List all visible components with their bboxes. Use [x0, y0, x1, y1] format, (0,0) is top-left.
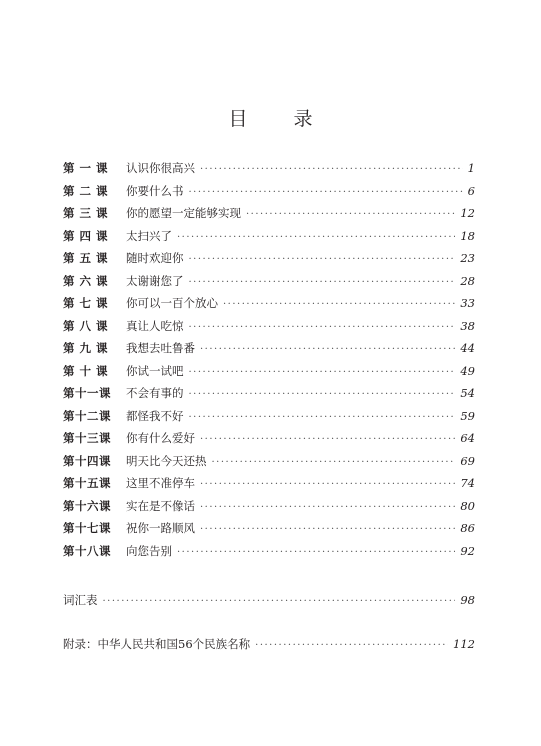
toc-entry[interactable] — [63, 295, 475, 318]
dot-leader — [189, 187, 463, 198]
lesson-title: 真让人吃惊 — [126, 318, 184, 333]
dot-leader — [177, 232, 455, 243]
lesson-number: 第 八 课 — [63, 318, 109, 333]
lesson-page-number: 33 — [460, 296, 475, 310]
dot-leader — [200, 502, 455, 513]
toc-entry[interactable] — [63, 250, 475, 273]
lesson-number: 第十三课 — [63, 431, 111, 445]
dot-leader — [255, 640, 448, 651]
dot-leader — [200, 479, 455, 490]
lesson-page-number: 69 — [460, 453, 475, 468]
lesson-page-number: 80 — [460, 498, 475, 513]
lesson-number: 第 三 课 — [63, 206, 109, 220]
lesson-page-number: 1 — [467, 161, 475, 175]
dot-leader — [246, 209, 455, 220]
lesson-title: 明天比今天还热 — [126, 453, 207, 468]
lesson-page-number: 38 — [460, 318, 475, 333]
lesson-number: 第 六 课 — [63, 273, 109, 288]
vocabulary-title: 词汇表 — [63, 593, 98, 607]
toc-entry[interactable] — [63, 475, 475, 498]
lesson-page-number: 54 — [460, 386, 475, 400]
toc-entry-vocabulary[interactable] — [63, 592, 475, 615]
lesson-number: 第 一 课 — [63, 161, 109, 175]
lesson-page-number: 6 — [467, 183, 475, 198]
lesson-title: 向您告别 — [126, 543, 172, 558]
lesson-title: 不会有事的 — [126, 386, 184, 400]
toc-entry[interactable] — [63, 340, 475, 363]
dot-leader — [200, 164, 463, 175]
dot-leader — [177, 547, 455, 558]
lesson-title: 太谢谢您了 — [126, 273, 184, 288]
lesson-page-number: 44 — [460, 341, 475, 355]
dot-leader — [200, 524, 455, 535]
lesson-title: 随时欢迎你 — [126, 251, 184, 265]
lesson-number: 第十二课 — [63, 408, 111, 423]
toc-entry[interactable] — [63, 430, 475, 453]
lesson-number: 第十一课 — [63, 386, 111, 400]
toc-entry[interactable] — [63, 408, 475, 431]
toc-entry[interactable] — [63, 498, 475, 521]
lesson-page-number: 18 — [460, 228, 475, 243]
lesson-page-number: 49 — [460, 363, 475, 378]
dot-leader — [223, 299, 455, 310]
toc-entry[interactable] — [63, 273, 475, 296]
lesson-page-number: 74 — [460, 476, 475, 490]
lesson-title: 你要什么书 — [126, 183, 184, 198]
lesson-number: 第十五课 — [63, 476, 111, 490]
lesson-page-number: 23 — [460, 251, 475, 265]
toc-entry-appendix[interactable] — [63, 636, 475, 659]
toc-entry[interactable] — [63, 228, 475, 251]
lesson-title: 祝你一路顺风 — [126, 521, 195, 535]
lesson-title: 你可以一百个放心 — [126, 296, 218, 310]
appendix-page-number: 112 — [453, 637, 475, 651]
lesson-number: 第 二 课 — [63, 183, 109, 198]
lesson-page-number: 12 — [460, 206, 475, 220]
lesson-number: 第 七 课 — [63, 296, 109, 310]
toc-entry[interactable] — [63, 318, 475, 341]
lesson-page-number: 64 — [460, 431, 475, 445]
dot-leader — [189, 254, 456, 265]
dot-leader — [189, 412, 456, 423]
page-title: 目 录 — [228, 108, 333, 130]
toc-entry[interactable] — [63, 183, 475, 206]
vocabulary-page-number: 98 — [460, 593, 475, 607]
lesson-title: 你试一试吧 — [126, 363, 184, 378]
lesson-page-number: 59 — [460, 408, 475, 423]
lesson-page-number: 92 — [460, 543, 475, 558]
lesson-number: 第十八课 — [63, 543, 111, 558]
lesson-number: 第 十 课 — [63, 363, 109, 378]
lesson-number: 第 五 课 — [63, 251, 109, 265]
dot-leader — [200, 434, 455, 445]
appendix-title: 附录：中华人民共和国56个民族名称 — [63, 637, 251, 651]
toc-entry[interactable] — [63, 160, 475, 183]
toc-entry[interactable] — [63, 453, 475, 476]
dot-leader — [189, 322, 456, 333]
toc-entry[interactable] — [63, 520, 475, 543]
lesson-page-number: 86 — [460, 521, 475, 535]
lesson-title: 都怪我不好 — [126, 408, 184, 423]
lesson-title: 认识你很高兴 — [126, 161, 195, 175]
lesson-page-number: 28 — [460, 273, 475, 288]
lesson-title: 你的愿望一定能够实现 — [126, 206, 241, 220]
toc-entry[interactable] — [63, 543, 475, 566]
dot-leader — [189, 367, 456, 378]
lesson-title: 我想去吐鲁番 — [126, 341, 195, 355]
dot-leader — [200, 344, 455, 355]
dot-leader — [103, 596, 456, 607]
lesson-number: 第十六课 — [63, 498, 111, 513]
dot-leader — [189, 277, 456, 288]
dot-leader — [212, 457, 456, 468]
lesson-title: 这里不准停车 — [126, 476, 195, 490]
lesson-number: 第 四 课 — [63, 228, 109, 243]
toc-entry[interactable] — [63, 205, 475, 228]
lesson-title: 你有什么爱好 — [126, 431, 195, 445]
lesson-number: 第 九 课 — [63, 341, 109, 355]
toc-entry[interactable] — [63, 363, 475, 386]
dot-leader — [189, 389, 456, 400]
lesson-title: 实在是不像话 — [126, 498, 195, 513]
lesson-number: 第十七课 — [63, 521, 111, 535]
table-of-contents — [63, 160, 475, 565]
lesson-title: 太扫兴了 — [126, 228, 172, 243]
toc-entry[interactable] — [63, 385, 475, 408]
lesson-number: 第十四课 — [63, 453, 111, 468]
